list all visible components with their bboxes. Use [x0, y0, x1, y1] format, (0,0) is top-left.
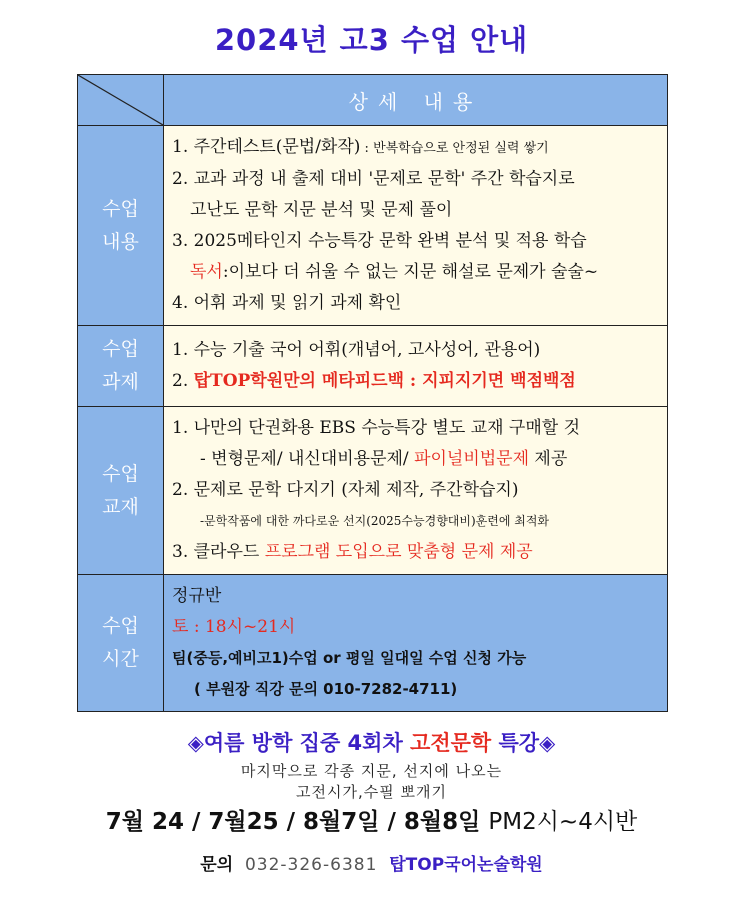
promo-prefix: ◈여름 방학 집중 4회차	[187, 731, 411, 755]
list-item: 2. 탑TOP학원만의 메타피드백 : 지피지기면 백점백점	[172, 371, 576, 391]
list-item: 독서:이보다 더 쉬울 수 없는 지문 해설로 문제가 술술~	[190, 262, 599, 282]
course-dates	[0, 803, 743, 836]
list-item: 토 : 18시~21시	[172, 617, 296, 637]
row-label	[78, 575, 164, 712]
list-item: 1. 주간테스트(문법/화작) : 반복학습으로 안정된 실력 쌓기	[172, 137, 549, 157]
row-class-time	[78, 575, 668, 712]
page-title: 2024년 고3 수업 안내	[214, 23, 529, 57]
list-item: ( 부원장 직강 문의 010-7282-4711)	[194, 680, 458, 698]
promo-title	[0, 727, 743, 757]
row-label-bottom: 내용	[102, 230, 139, 253]
list-item: 1. 수능 기출 국어 어휘(개념어, 고사성어, 관용어)	[172, 340, 541, 360]
row-label-top: 수업	[102, 462, 139, 485]
promo-highlight: 고전문학	[410, 731, 492, 755]
contact-academy: 탑TOP국어논술학원	[389, 855, 543, 875]
list-item: 팀(중등,예비고1)수업 or 평일 일대일 수업 신청 가능	[172, 649, 527, 667]
row-label	[78, 126, 164, 326]
row-label-top: 수업	[102, 197, 139, 220]
row-label	[78, 407, 164, 575]
row-label-top: 수업	[102, 615, 139, 637]
list-item: 4. 어휘 과제 및 읽기 과제 확인	[172, 293, 402, 313]
row-class-textbook	[78, 407, 668, 575]
info-table	[77, 74, 668, 712]
promo-line-1: 마지막으로 각종 지문, 선지에 나오는	[240, 762, 503, 780]
contact-label: 문의	[200, 855, 234, 875]
promo-suffix: 특강◈	[491, 731, 556, 755]
list-item: 정규반	[172, 586, 222, 606]
row-label-bottom: 교재	[102, 495, 139, 518]
row-content	[164, 407, 668, 575]
list-item: -문학작품에 대한 까다로운 선지(2025수능경향대비)훈련에 최적화	[200, 514, 550, 528]
contact-phone: 032-326-6381	[244, 855, 378, 875]
list-item: 3. 2025메타인지 수능특강 문학 완벽 분석 및 적용 학습	[172, 231, 587, 251]
row-label-bottom: 시간	[102, 648, 139, 670]
list-item: 3. 클라우드 프로그램 도입으로 맞춤형 문제 제공	[172, 542, 533, 562]
list-item: 2. 교과 과정 내 출제 대비 '문제로 문학' 주간 학습지로	[172, 169, 575, 189]
row-label-bottom: 과제	[102, 371, 139, 393]
table-header: 상세 내용	[164, 75, 668, 126]
dates-main: 7월 24 / 7월25 / 8월7일 / 8월8일	[105, 809, 481, 835]
list-item: 2. 문제로 문학 다지기 (자체 제작, 주간학습지)	[172, 480, 519, 500]
corner-diagonal-cell	[78, 75, 164, 126]
list-item: - 변형문제/ 내신대비용문제/ 파이널비법문제 제공	[200, 449, 568, 469]
row-content	[164, 126, 668, 326]
list-item: 1. 나만의 단권화용 EBS 수능특강 별도 교재 구매할 것	[172, 418, 581, 438]
row-label-top: 수업	[102, 338, 139, 360]
list-item: 고난도 문학 지문 분석 및 문제 풀이	[190, 200, 453, 220]
contact-line	[0, 850, 743, 875]
row-content	[164, 326, 668, 407]
row-class-homework	[78, 326, 668, 407]
diagonal-line-icon	[78, 75, 163, 125]
row-class-content	[78, 126, 668, 326]
row-label	[78, 326, 164, 407]
promo-line-2: 고전시가,수필 뽀개기	[296, 783, 447, 801]
row-content	[164, 575, 668, 712]
dates-time: PM2시~4시반	[488, 809, 638, 835]
